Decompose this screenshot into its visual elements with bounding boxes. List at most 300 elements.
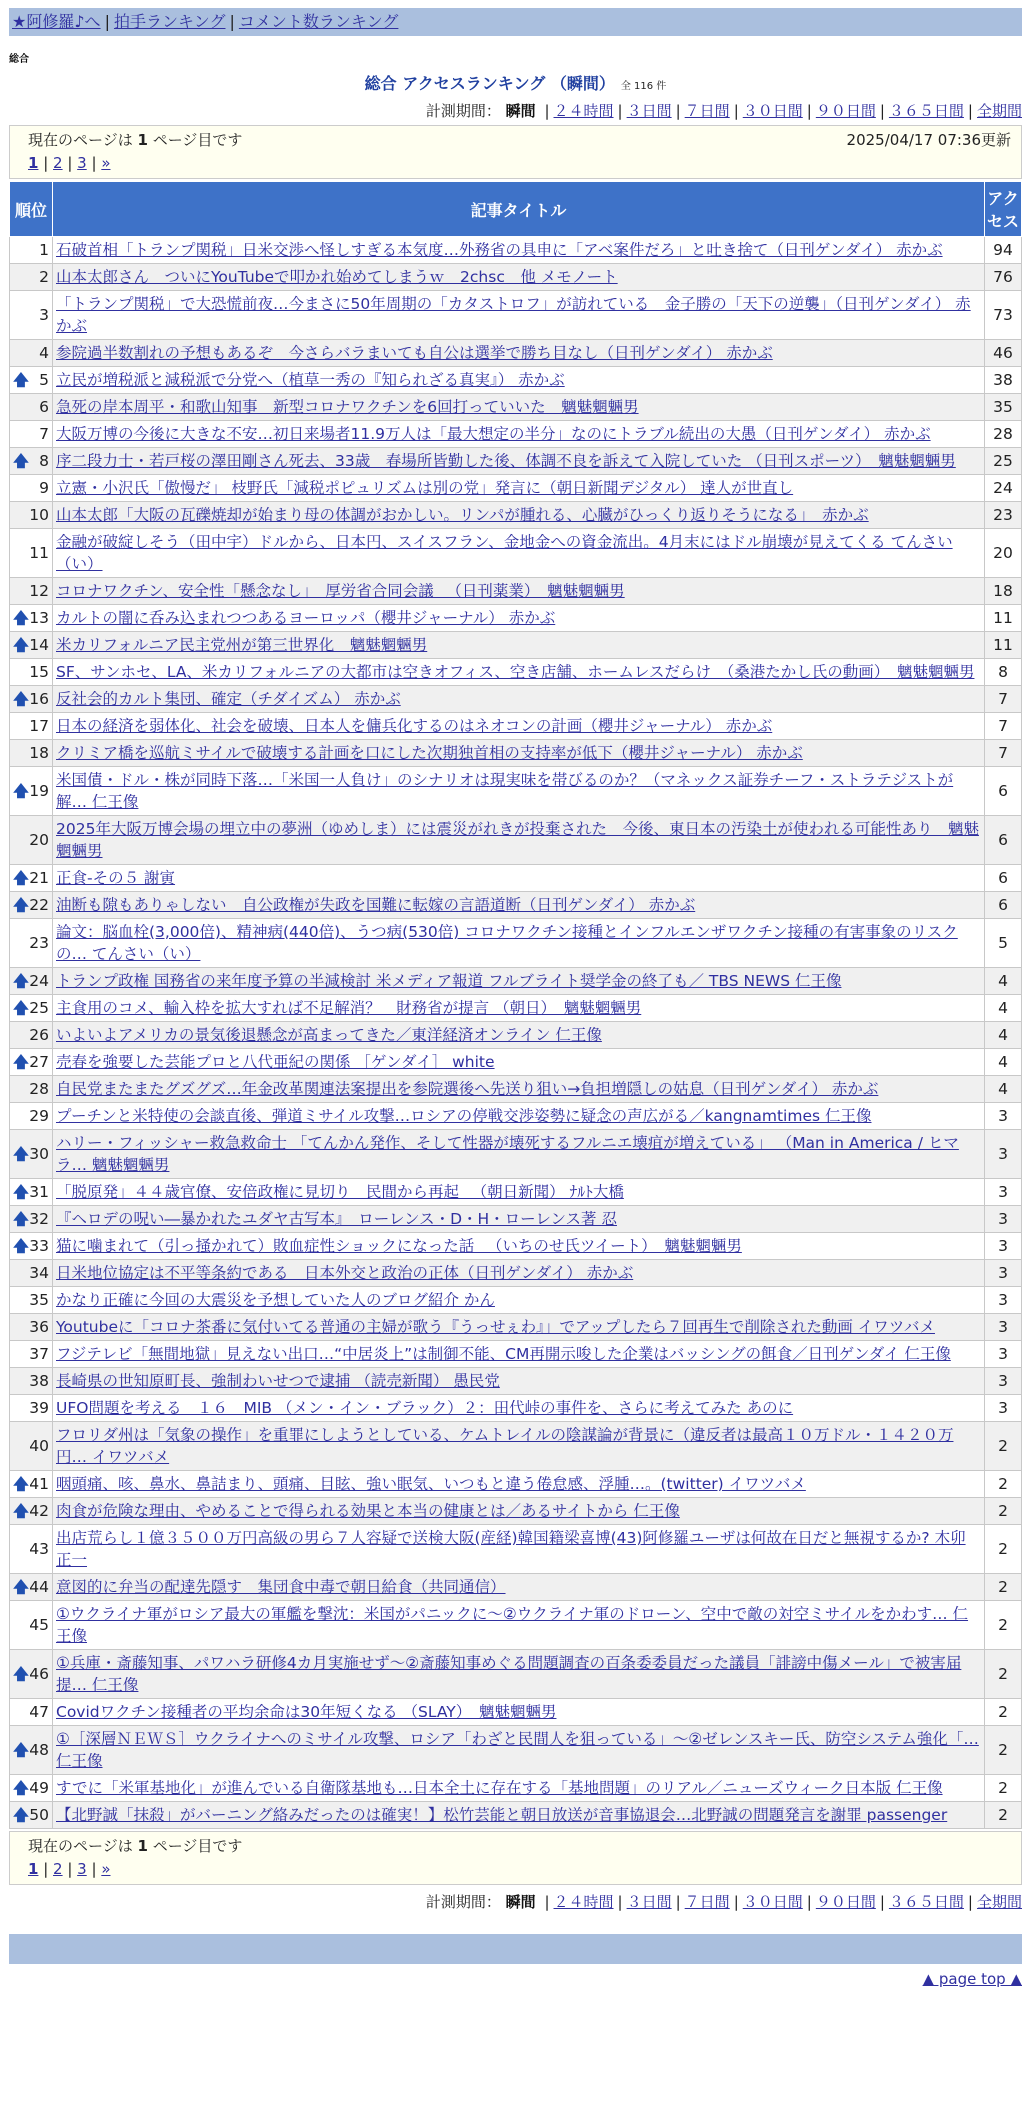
article-link[interactable]: 主食用のコメ、輸入枠を拡大すれば不足解消？ 財務省が提言 （朝日） 魑魅魍魎男 xyxy=(56,999,642,1017)
top-nav-bar xyxy=(9,8,1022,36)
article-link[interactable]: 肉食が危険な理由、やめることで得られる効果と本当の健康とは／あるサイトから 仁王像 xyxy=(56,1502,680,1520)
access-count: 3 xyxy=(985,1233,1022,1260)
access-count: 3 xyxy=(985,1130,1022,1179)
period-link-3[interactable]: ３０日間 xyxy=(742,1893,803,1911)
article-link[interactable]: 日米地位協定は不平等条約である 日本外交と政治の正体（日刊ゲンダイ） 赤かぶ xyxy=(56,1264,634,1282)
article-link[interactable]: 「脱原発」４４歳官僚、安倍政権に見切り 民間から再起 （朝日新聞） ﾅﾙﾄ大橋 xyxy=(56,1183,624,1201)
period-link-1[interactable]: ３日間 xyxy=(626,102,672,120)
table-row xyxy=(10,919,1022,968)
title-cell xyxy=(53,713,985,740)
title-cell xyxy=(53,291,985,340)
separator: | xyxy=(104,12,110,31)
title-cell xyxy=(53,475,985,502)
separator: | xyxy=(38,1860,54,1878)
col-rank-header: 順位 xyxy=(10,182,53,237)
title-cell xyxy=(53,421,985,448)
page-link-1[interactable]: 1 xyxy=(28,154,39,172)
title-cell xyxy=(53,865,985,892)
table-row xyxy=(10,1206,1022,1233)
title-cell xyxy=(53,968,985,995)
rank-number: 47 xyxy=(29,1703,49,1721)
table-row xyxy=(10,632,1022,659)
period-link-3[interactable]: ３０日間 xyxy=(742,102,803,120)
article-link[interactable]: 山本太郎「大阪の瓦礫焼却が始まり母の体調がおかしい。リンパが腫れる、心臓がひっくり返りそうになる」 赤かぶ xyxy=(56,506,869,524)
rank-number: 8 xyxy=(39,452,49,470)
table-row xyxy=(10,1726,1022,1775)
rank-cell xyxy=(10,340,53,367)
ranking-table xyxy=(9,181,1022,1829)
rank-cell xyxy=(10,1287,53,1314)
access-count: 4 xyxy=(985,995,1022,1022)
rank-number: 11 xyxy=(29,544,49,562)
period-link-6[interactable]: 全期間 xyxy=(976,102,1022,120)
article-link[interactable]: ①ウクライナ軍がロシア最大の軍艦を撃沈：米国がパニックに～②ウクライナ軍のドローン、空中で敵の対空ミサイルをかわす… 仁王像 xyxy=(56,1605,969,1645)
rank-up-arrow-icon: 🡅 xyxy=(13,1578,29,1596)
table-row xyxy=(10,1179,1022,1206)
article-link[interactable]: 売春を強要した芸能プロと八代亜紀の関係 ［ゲンダイ］ white xyxy=(56,1053,495,1071)
title-cell xyxy=(53,1314,985,1341)
rank-number: 31 xyxy=(29,1183,49,1201)
rank-number: 29 xyxy=(29,1107,49,1125)
title-cell xyxy=(53,1233,985,1260)
rank-number: 37 xyxy=(29,1345,49,1363)
rank-up-arrow-icon: 🡅 xyxy=(13,1145,29,1163)
rank-up-arrow-icon: 🡅 xyxy=(13,782,29,800)
article-link[interactable]: 「トランプ関税」で大恐慌前夜…今まさに50年周期の「カタストロフ」が訪れている 金子勝の「天下の逆襲」（日刊ゲンダイ） 赤かぶ xyxy=(56,295,971,335)
rank-number: 17 xyxy=(29,717,49,735)
access-count: 2 xyxy=(985,1726,1022,1775)
rank-number: 36 xyxy=(29,1318,49,1336)
article-link[interactable]: ①［深層ＮＥＷＳ］ウクライナへのミサイル攻撃、ロシア「わざと民間人を狙っている」～②ゼレンスキー氏、防空システム強化「… 仁王像 xyxy=(56,1730,979,1770)
table-row xyxy=(10,529,1022,578)
table-row xyxy=(10,291,1022,340)
title-cell xyxy=(53,367,985,394)
access-count: 4 xyxy=(985,968,1022,995)
title-cell xyxy=(53,1049,985,1076)
title-cell xyxy=(53,1076,985,1103)
access-count: 2 xyxy=(985,1471,1022,1498)
col-title-header: 記事タイトル xyxy=(53,182,985,237)
title-cell xyxy=(53,1471,985,1498)
rank-number: 35 xyxy=(29,1291,49,1309)
category-label: 総合 xyxy=(9,54,29,65)
rank-cell xyxy=(10,1022,53,1049)
rank-cell xyxy=(10,1395,53,1422)
access-count: 2 xyxy=(985,1775,1022,1802)
separator: | xyxy=(62,154,78,172)
table-row xyxy=(10,1471,1022,1498)
rank-number: 10 xyxy=(29,506,49,524)
total-count: 全 116 件 xyxy=(620,81,667,92)
period-link-4[interactable]: ９０日間 xyxy=(815,102,876,120)
period-link-1[interactable]: ３日間 xyxy=(626,1893,672,1911)
rank-number: 6 xyxy=(39,398,49,416)
article-link[interactable]: 石破首相「トランプ関税」日米交渉へ怪しすぎる本気度…外務省の具申に「アベ案件だろ」と吐き捨て（日刊ゲンダイ） 赤かぶ xyxy=(56,241,943,259)
article-link[interactable]: 急死の岸本周平・和歌山知事 新型コロナワクチンを6回打っていいた 魑魅魍魎男 xyxy=(56,398,639,416)
title-cell xyxy=(53,1103,985,1130)
access-count: 20 xyxy=(985,529,1022,578)
rank-cell xyxy=(10,421,53,448)
rank-cell xyxy=(10,1179,53,1206)
article-link[interactable]: 『ヘロデの呪い―暴かれたユダヤ古写本』 ローレンス・D・H・ローレンス著 忍 xyxy=(56,1210,617,1228)
rank-number: 25 xyxy=(29,999,49,1017)
title-cell xyxy=(53,1802,985,1829)
article-link[interactable]: UFO問題を考える １６ MIB （メン・イン・ブラック）２：田代峠の事件を、さらに考えてみた あのに xyxy=(56,1399,794,1417)
rank-up-arrow-icon: 🡅 xyxy=(13,999,29,1017)
article-link[interactable]: 立憲・小沢氏「傲慢だ」 枝野氏「減税ポピュリズムは別の党」発言に（朝日新聞デジタル） 達人が世直し xyxy=(56,479,794,497)
article-link[interactable]: カルトの闇に呑み込まれつつあるヨーロッパ（櫻井ジャーナル） 赤かぶ xyxy=(56,609,556,627)
access-count: 7 xyxy=(985,740,1022,767)
rank-cell xyxy=(10,686,53,713)
rank-up-arrow-icon: 🡅 xyxy=(13,609,29,627)
comment-ranking-link[interactable]: コメント数ランキング xyxy=(238,12,399,31)
table-row xyxy=(10,713,1022,740)
page-link-2[interactable]: 2 xyxy=(53,1860,63,1878)
rank-number: 9 xyxy=(39,479,49,497)
access-count: 3 xyxy=(985,1368,1022,1395)
article-link[interactable]: 意図的に弁当の配達先隠す 集団食中毒で朝日給食（共同通信） xyxy=(56,1578,506,1596)
title-cell xyxy=(53,605,985,632)
table-row xyxy=(10,1022,1022,1049)
article-link[interactable]: 参院過半数割れの予想もあるぞ 今さらバラまいても自公は選挙で勝ち目なし（日刊ゲンダイ） 赤かぶ xyxy=(56,344,773,362)
title-cell xyxy=(53,264,985,291)
article-link[interactable]: 出店荒らし１億３５００万円高級の男ら７人容疑で送検大阪(産経)韓国籍梁喜博(43)阿修羅ユーザは何故在日だと無視するか? 木卯正一 xyxy=(56,1529,966,1569)
article-link[interactable]: 正食-その５ 謝寅 xyxy=(56,869,176,887)
separator: | xyxy=(544,1893,550,1911)
page-top-link[interactable]: ▲ page top ▲ xyxy=(922,1970,1022,1988)
article-link[interactable]: 自民党またまたグズグズ…年金改革関連法案提出を参院選後へ先送り狙い→負担増隠しの姑息（日刊ゲンダイ） 赤かぶ xyxy=(56,1080,879,1098)
home-link[interactable]: ★阿修羅♪へ xyxy=(12,12,101,31)
access-count: 46 xyxy=(985,340,1022,367)
col-access-header: アクセス xyxy=(985,182,1022,237)
rank-up-arrow-icon: 🡅 xyxy=(13,1475,29,1493)
title-cell xyxy=(53,1395,985,1422)
title-cell xyxy=(53,1130,985,1179)
rank-cell xyxy=(10,394,53,421)
article-link[interactable]: 日本の経済を弱体化、社会を破壊、日本人を傭兵化するのはネオコンの計画（櫻井ジャーナル） 赤かぶ xyxy=(56,717,773,735)
access-count: 2 xyxy=(985,1574,1022,1601)
rank-number: 49 xyxy=(29,1779,49,1797)
table-row xyxy=(10,1260,1022,1287)
separator: | xyxy=(62,1860,78,1878)
table-row xyxy=(10,1699,1022,1726)
period-links xyxy=(540,1893,1022,1911)
article-link[interactable]: フロリダ州は「気象の操作」を重罪にしようとしている、ケムトレイルの陰謀論が背景に（違反者は最高１０万ドル・１４２０万円… イワツバメ xyxy=(56,1426,954,1466)
article-link[interactable]: 油断も隙もありゃしない 自公政権が失政を国難に転嫁の言語道断（日刊ゲンダイ） 赤かぶ xyxy=(56,896,696,914)
rank-cell xyxy=(10,367,53,394)
period-link-2[interactable]: ７日間 xyxy=(684,1893,730,1911)
period-links xyxy=(540,102,1022,120)
article-link[interactable]: 大阪万博の今後に大きな不安…初日来場者11.9万人は「最大想定の半分」なのにトラブル続出の大愚（日刊ゲンダイ） 赤かぶ xyxy=(56,425,931,443)
title-cell xyxy=(53,1368,985,1395)
article-link[interactable]: トランプ政権 国務省の来年度予算の半減検討 米メディア報道 フルブライト奨学金の終了も／ TBS NEWS 仁王像 xyxy=(56,972,842,990)
period-label: 計測期間： xyxy=(425,1893,501,1911)
rank-number: 22 xyxy=(29,896,49,914)
rank-number: 41 xyxy=(29,1475,49,1493)
period-selector-bottom xyxy=(9,1891,1022,1912)
access-count: 7 xyxy=(985,686,1022,713)
separator: | xyxy=(967,1893,973,1911)
access-count: 4 xyxy=(985,1076,1022,1103)
article-link[interactable]: クリミア橋を巡航ミサイルで破壊する計画を口にした次期独首相の支持率が低下（櫻井ジャーナル） 赤かぶ xyxy=(56,744,803,762)
access-count: 2 xyxy=(985,1525,1022,1574)
rank-cell xyxy=(10,865,53,892)
title-cell xyxy=(53,686,985,713)
rank-number: 33 xyxy=(29,1237,49,1255)
article-link[interactable]: 猫に噛まれて（引っ掻かれて）敗血症性ショックになった話 （いちのせ氏ツイート） 魑魅魍魎男 xyxy=(56,1237,742,1255)
access-count: 24 xyxy=(985,475,1022,502)
article-link[interactable]: いよいよアメリカの景気後退懸念が高まってきた／東洋経済オンライン 仁王像 xyxy=(56,1026,602,1044)
rank-cell xyxy=(10,919,53,968)
separator: | xyxy=(733,102,739,120)
access-count: 25 xyxy=(985,448,1022,475)
period-link-4[interactable]: ９０日間 xyxy=(815,1893,876,1911)
next-page-link[interactable]: » xyxy=(101,154,111,172)
title-cell xyxy=(53,919,985,968)
table-row xyxy=(10,1103,1022,1130)
updated-timestamp: 2025/04/17 07:36更新 xyxy=(846,131,1011,149)
rank-number: 1 xyxy=(39,241,49,259)
article-link[interactable]: かなり正確に今回の大震災を予想していた人のブログ紹介 かん xyxy=(56,1291,495,1309)
period-link-5[interactable]: ３６５日間 xyxy=(888,102,964,120)
separator: | xyxy=(675,102,681,120)
title-cell xyxy=(53,995,985,1022)
separator: | xyxy=(806,1893,812,1911)
access-count: 2 xyxy=(985,1498,1022,1525)
rank-number: 40 xyxy=(29,1437,49,1455)
table-row xyxy=(10,1314,1022,1341)
rank-number: 39 xyxy=(29,1399,49,1417)
rank-number: 7 xyxy=(39,425,49,443)
rank-up-arrow-icon: 🡅 xyxy=(13,690,29,708)
period-link-2[interactable]: ７日間 xyxy=(684,102,730,120)
access-count: 11 xyxy=(985,605,1022,632)
article-link[interactable]: Youtubeに「コロナ茶番に気付いてる普通の主婦が歌う『うっせぇわ』」でアップしたら７回再生で削除された動画 イワツバメ xyxy=(56,1318,935,1336)
table-row xyxy=(10,367,1022,394)
access-count: 23 xyxy=(985,502,1022,529)
rank-up-arrow-icon: 🡅 xyxy=(13,896,29,914)
access-count: 35 xyxy=(985,394,1022,421)
rank-up-arrow-icon: 🡅 xyxy=(13,1183,29,1201)
article-link[interactable]: ①兵庫・斎藤知事、パワハラ研修4カ月実施せず～②斎藤知事めぐる問題調査の百条委委員だった議員「誹謗中傷メール」で被害届提… 仁王像 xyxy=(56,1654,962,1694)
separator: | xyxy=(86,1860,102,1878)
article-link[interactable]: 【北野誠「抹殺」がバーニング絡みだったのは確実！】松竹芸能と朝日放送が音事協退会…北野誠の問題発言を謝罪 passenger xyxy=(56,1806,948,1824)
separator: | xyxy=(879,1893,885,1911)
rank-up-arrow-icon: 🡅 xyxy=(13,972,29,990)
article-link[interactable]: SF、サンホセ、LA、米カリフォルニアの大都市は空きオフィス、空き店舗、ホームレスだらけ （桑港たかし氏の動画） 魑魅魍魎男 xyxy=(56,663,975,681)
rank-up-arrow-icon: 🡅 xyxy=(13,1237,29,1255)
rank-number: 13 xyxy=(29,609,49,627)
table-row xyxy=(10,1395,1022,1422)
access-count: 3 xyxy=(985,1179,1022,1206)
page-link-3[interactable]: 3 xyxy=(77,154,87,172)
next-page-link[interactable]: » xyxy=(101,1860,111,1878)
separator: | xyxy=(544,102,550,120)
table-row xyxy=(10,340,1022,367)
rank-number: 2 xyxy=(39,268,49,286)
page-link-2[interactable]: 2 xyxy=(53,154,63,172)
rank-number: 26 xyxy=(29,1026,49,1044)
rank-number: 44 xyxy=(29,1578,49,1596)
rank-number: 12 xyxy=(29,582,49,600)
rank-number: 27 xyxy=(29,1053,49,1071)
article-link[interactable]: 序二段力士・若戸桜の澤田剛さん死去、33歳 春場所皆勤した後、体調不良を訴えて入院していた （日刊スポーツ） 魑魅魍魎男 xyxy=(56,452,956,470)
page-links xyxy=(28,154,1011,172)
access-count: 38 xyxy=(985,367,1022,394)
page-link-3[interactable]: 3 xyxy=(77,1860,87,1878)
access-count: 3 xyxy=(985,1314,1022,1341)
article-link[interactable]: 論文：脳血栓(3,000倍)、精神病(440倍)、うつ病(530倍) コロナワクチン接種とインフルエンザワクチン接種の有害事象のリスクの… てんさい（い） xyxy=(56,923,958,963)
period-link-0[interactable]: ２４時間 xyxy=(553,1893,614,1911)
page-link-1[interactable]: 1 xyxy=(28,1860,39,1878)
title-cell xyxy=(53,1260,985,1287)
access-count: 3 xyxy=(985,1103,1022,1130)
rank-cell xyxy=(10,1260,53,1287)
title-cell xyxy=(53,892,985,919)
article-link[interactable]: 2025年大阪万博会場の埋立中の夢洲（ゆめしま）には震災がれきが投棄された 今後、東日本の汚染土が使われる可能性あり 魑魅魍魎男 xyxy=(56,820,979,860)
title-cell xyxy=(53,1775,985,1802)
rank-cell xyxy=(10,892,53,919)
rank-number: 30 xyxy=(29,1145,49,1163)
article-link[interactable]: すでに「米軍基地化」が進んでいる自衛隊基地も…日本全土に存在する「基地問題」のリアル／ニューズウィーク日本版 仁王像 xyxy=(56,1779,943,1797)
access-count: 6 xyxy=(985,865,1022,892)
table-row xyxy=(10,767,1022,816)
title-cell xyxy=(53,1341,985,1368)
pager-bottom xyxy=(9,1831,1022,1885)
article-link[interactable]: プーチンと米特使の会談直後、弾道ミサイル攻撃…ロシアの停戦交渉姿勢に疑念の声広がる／kangnamtimes 仁王像 xyxy=(56,1107,872,1125)
access-count: 11 xyxy=(985,632,1022,659)
table-row xyxy=(10,1525,1022,1574)
rank-cell xyxy=(10,1471,53,1498)
period-link-6[interactable]: 全期間 xyxy=(976,1893,1022,1911)
access-count: 3 xyxy=(985,1341,1022,1368)
article-link[interactable]: 米国債・ドル・株が同時下落…「米国一人負け」のシナリオは現実味を帯びるのか？（マネックス証券チーフ・ストラテジストが解… 仁王像 xyxy=(56,771,954,811)
table-row xyxy=(10,1368,1022,1395)
rank-cell xyxy=(10,529,53,578)
period-selector-top xyxy=(9,100,1022,121)
article-link[interactable]: ハリー・フィッシャー救急救命士 「てんかん発作、そして性器が壊死するフルニエ壊疽が増えている」 （Man in America / ヒマラ… 魑魅魍魎男 xyxy=(56,1134,959,1174)
article-link[interactable]: 咽頭痛、咳、鼻水、鼻詰まり、頭痛、目眩、強い眠気、いつもと違う倦怠感、浮腫…。(twitter) イワツバメ xyxy=(56,1475,806,1493)
rank-number: 20 xyxy=(29,831,49,849)
rank-number: 42 xyxy=(29,1502,49,1520)
current-page-info: 現在のページは 1 ページ目です xyxy=(28,1837,243,1855)
rank-cell xyxy=(10,237,53,264)
table-row xyxy=(10,1775,1022,1802)
rank-cell xyxy=(10,1498,53,1525)
rank-cell xyxy=(10,816,53,865)
title-cell xyxy=(53,1525,985,1574)
separator: | xyxy=(617,1893,623,1911)
period-link-5[interactable]: ３６５日間 xyxy=(888,1893,964,1911)
access-count: 2 xyxy=(985,1422,1022,1471)
rank-cell xyxy=(10,605,53,632)
rank-number: 14 xyxy=(29,636,49,654)
article-link[interactable]: 米カリフォルニア民主党州が第三世界化 魑魅魍魎男 xyxy=(56,636,428,654)
period-label: 計測期間： xyxy=(425,102,501,120)
access-count: 6 xyxy=(985,816,1022,865)
rank-number: 24 xyxy=(29,972,49,990)
footer-bar xyxy=(9,1934,1022,1964)
rank-number: 45 xyxy=(29,1616,49,1634)
separator: | xyxy=(967,102,973,120)
page-title xyxy=(9,71,1022,94)
access-count: 94 xyxy=(985,237,1022,264)
rank-cell xyxy=(10,264,53,291)
rank-up-arrow-icon: 🡅 xyxy=(13,452,29,470)
rank-number: 23 xyxy=(29,934,49,952)
clap-ranking-link[interactable]: 拍手ランキング xyxy=(113,12,226,31)
table-row xyxy=(10,237,1022,264)
period-link-0[interactable]: ２４時間 xyxy=(553,102,614,120)
article-link[interactable]: 反社会的カルト集団、確定（チダイズム） 赤かぶ xyxy=(56,690,401,708)
rank-cell xyxy=(10,767,53,816)
title-cell xyxy=(53,1726,985,1775)
current-page-info: 現在のページは 1 ページ目です xyxy=(28,131,243,149)
rank-cell xyxy=(10,1341,53,1368)
access-count: 28 xyxy=(985,421,1022,448)
table-row xyxy=(10,605,1022,632)
table-row xyxy=(10,659,1022,686)
rank-cell xyxy=(10,1049,53,1076)
table-row xyxy=(10,448,1022,475)
rank-cell xyxy=(10,291,53,340)
article-link[interactable]: Covidワクチン接種者の平均余命は30年短くなる （SLAY） 魑魅魍魎男 xyxy=(56,1703,557,1721)
table-row xyxy=(10,816,1022,865)
separator: | xyxy=(675,1893,681,1911)
rank-cell xyxy=(10,1314,53,1341)
access-count: 6 xyxy=(985,892,1022,919)
period-current: 瞬間 xyxy=(505,102,536,120)
access-count: 4 xyxy=(985,1022,1022,1049)
rank-number: 3 xyxy=(39,306,49,324)
rank-cell xyxy=(10,1233,53,1260)
table-row xyxy=(10,502,1022,529)
rank-number: 16 xyxy=(29,690,49,708)
access-count: 3 xyxy=(985,1260,1022,1287)
title-cell xyxy=(53,1179,985,1206)
table-row xyxy=(10,1049,1022,1076)
rank-cell xyxy=(10,995,53,1022)
article-link[interactable]: コロナワクチン、安全性「懸念なし」 厚労省合同会議 （日刊薬業） 魑魅魍魎男 xyxy=(56,582,625,600)
rank-cell xyxy=(10,448,53,475)
article-link[interactable]: 長崎県の世知原町長、強制わいせつで逮捕 （読売新聞） 愚民党 xyxy=(56,1372,500,1390)
rank-number: 19 xyxy=(29,782,49,800)
access-count: 8 xyxy=(985,659,1022,686)
article-link[interactable]: 立民が増税派と減税派で分党へ（植草一秀の『知られざる真実』） 赤かぶ xyxy=(56,371,565,389)
rank-cell xyxy=(10,632,53,659)
rank-cell xyxy=(10,1076,53,1103)
access-count: 76 xyxy=(985,264,1022,291)
article-link[interactable]: フジテレビ「無間地獄」見えない出口…“中居炎上”は制御不能、CM再開示唆した企業はバッシングの餌食／日刊ゲンダイ 仁王像 xyxy=(56,1345,951,1363)
table-row xyxy=(10,475,1022,502)
title-cell xyxy=(53,1287,985,1314)
title-cell xyxy=(53,1206,985,1233)
rank-number: 28 xyxy=(29,1080,49,1098)
rank-up-arrow-icon: 🡅 xyxy=(13,869,29,887)
article-link[interactable]: 山本太郎さん ついにYouTubeで叩かれ始めてしまうｗ 2chsc 他 メモノート xyxy=(56,268,618,286)
table-row xyxy=(10,264,1022,291)
table-row xyxy=(10,1802,1022,1829)
rank-cell xyxy=(10,1650,53,1699)
rank-cell xyxy=(10,740,53,767)
article-link[interactable]: 金融が破綻しそう（田中宇）ドルから、日本円、スイスフラン、金地金への資金流出。4月末にはドル崩壊が見えてくる てんさい（い） xyxy=(56,533,953,573)
rank-cell xyxy=(10,1206,53,1233)
title-cell xyxy=(53,767,985,816)
table-row xyxy=(10,1574,1022,1601)
rank-up-arrow-icon: 🡅 xyxy=(13,1806,29,1824)
access-count: 18 xyxy=(985,578,1022,605)
separator: | xyxy=(617,102,623,120)
